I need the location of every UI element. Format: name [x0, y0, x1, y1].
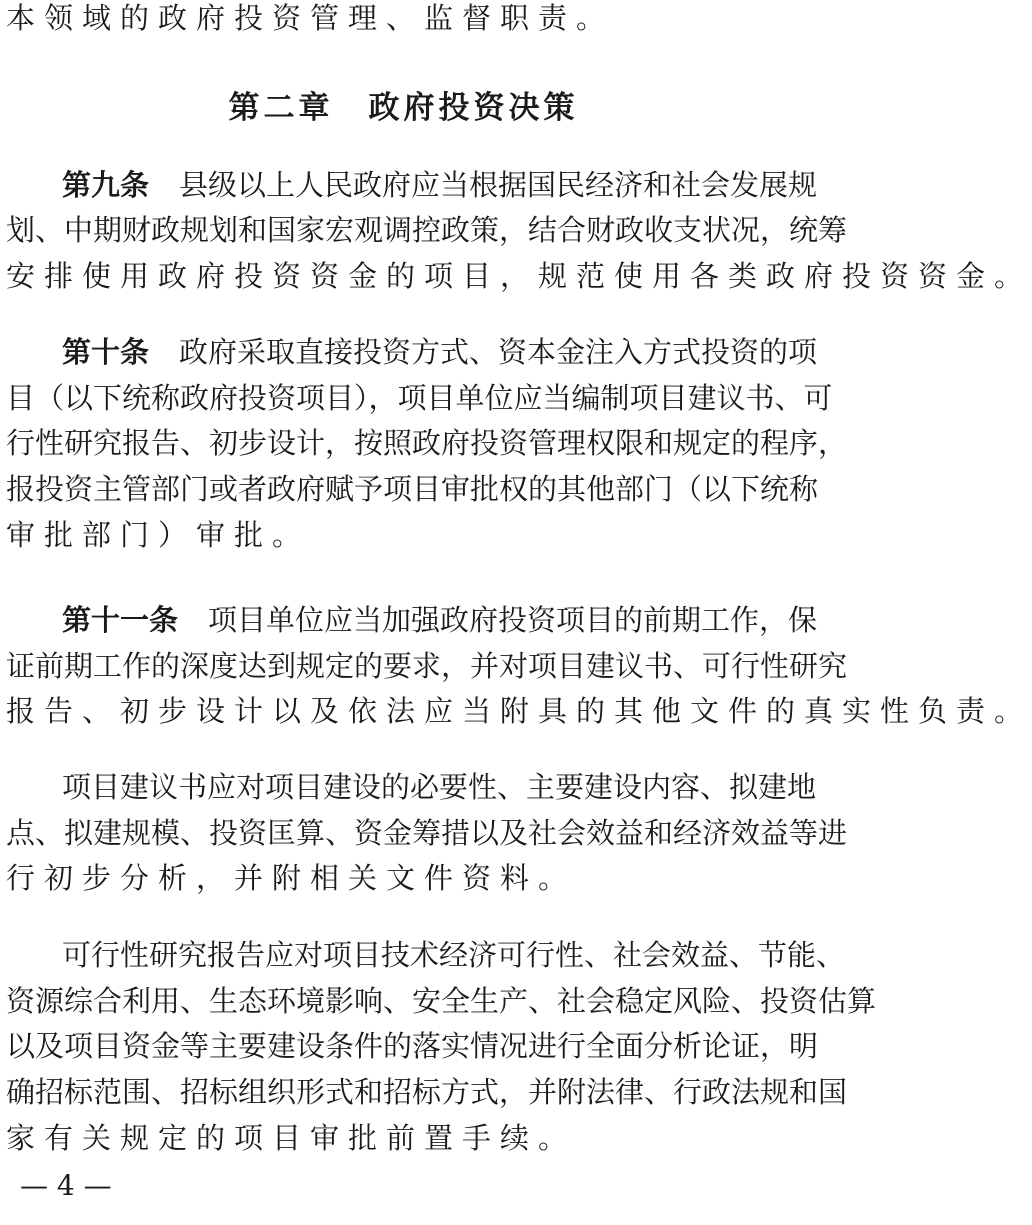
paragraph-line: [62, 333, 818, 371]
line-text: 报投资主管部门或者政府赋予项目审批权的其他部门（以下统称: [6, 472, 819, 506]
line-text: 目（以下统称政府投资项目），项目单位应当编制项目建议书、可: [6, 381, 833, 415]
paragraph-line: [6, 470, 819, 508]
line-text: 审批部门）审批。: [6, 518, 311, 552]
paragraph-line: [6, 647, 848, 685]
line-text: 政府采取直接投资方式、资本金注入方式投资的项: [179, 335, 818, 369]
paragraph-line: [6, 257, 1032, 295]
line-text: 县级以上人民政府应当根据国民经济和社会发展规: [179, 168, 818, 202]
line-text: 行性研究报告、初步设计，按照政府投资管理权限和规定的程序，: [6, 426, 848, 460]
paragraph-line: [6, 1027, 819, 1065]
paragraph-line: [62, 768, 817, 806]
line-text: 报告、初步设计以及依法应当附具的其他文件的真实性负责。: [6, 694, 1032, 728]
line-text: 可行性研究报告应对项目技术经济可行性、社会效益、节能、: [62, 938, 846, 972]
line-text: 确招标范围、招标组织形式和招标方式，并附法律、行政法规和国: [6, 1075, 848, 1109]
line-text: 家有关规定的项目审批前置手续。: [6, 1121, 577, 1155]
page-number: — 4 —: [20, 1169, 112, 1202]
line-text: 项目单位应当加强政府投资项目的前期工作，保: [208, 603, 818, 637]
article-heading: 第十条: [62, 335, 150, 369]
line-text: 点、拟建规模、投资匡算、资金筹措以及社会效益和经济效益等进: [6, 816, 848, 850]
line-text: 安排使用政府投资资金的项目，规范使用各类政府投资资金。: [6, 259, 1032, 293]
line-text: 以及项目资金等主要建设条件的落实情况进行全面分析论证，明: [6, 1029, 819, 1063]
line-text: 项目建议书应对项目建设的必要性、主要建设内容、拟建地: [62, 770, 817, 804]
line-text: 本领域的政府投资管理、监督职责。: [6, 1, 615, 35]
paragraph-line: [6, 1119, 805, 1157]
paragraph-line: [6, 982, 877, 1020]
paragraph-line: [62, 166, 818, 204]
line-text: 行初步分析，并附相关文件资料。: [6, 861, 577, 895]
line-text: 证前期工作的深度达到规定的要求，并对项目建议书、可行性研究: [6, 649, 848, 683]
paragraph-line: [6, 0, 805, 37]
paragraph-line: [6, 424, 848, 462]
paragraph-line: [62, 601, 818, 639]
paragraph-line: [62, 936, 846, 974]
paragraph-line: [6, 516, 805, 554]
paragraph-line: [6, 814, 848, 852]
paragraph-line: [6, 1073, 848, 1111]
paragraph-line: [6, 692, 1032, 730]
paragraph-line: [6, 211, 848, 249]
line-text: 划、中期财政规划和国家宏观调控政策，结合财政收支状况，统筹: [6, 213, 848, 247]
article-heading: 第十一条: [62, 603, 179, 637]
article-heading: 第九条: [62, 168, 150, 202]
paragraph-line: [6, 859, 805, 897]
line-text: 资源综合利用、生态环境影响、安全生产、社会稳定风险、投资估算: [6, 984, 877, 1018]
chapter-title: 第二章 政府投资决策: [228, 90, 579, 126]
paragraph-line: [6, 379, 833, 417]
